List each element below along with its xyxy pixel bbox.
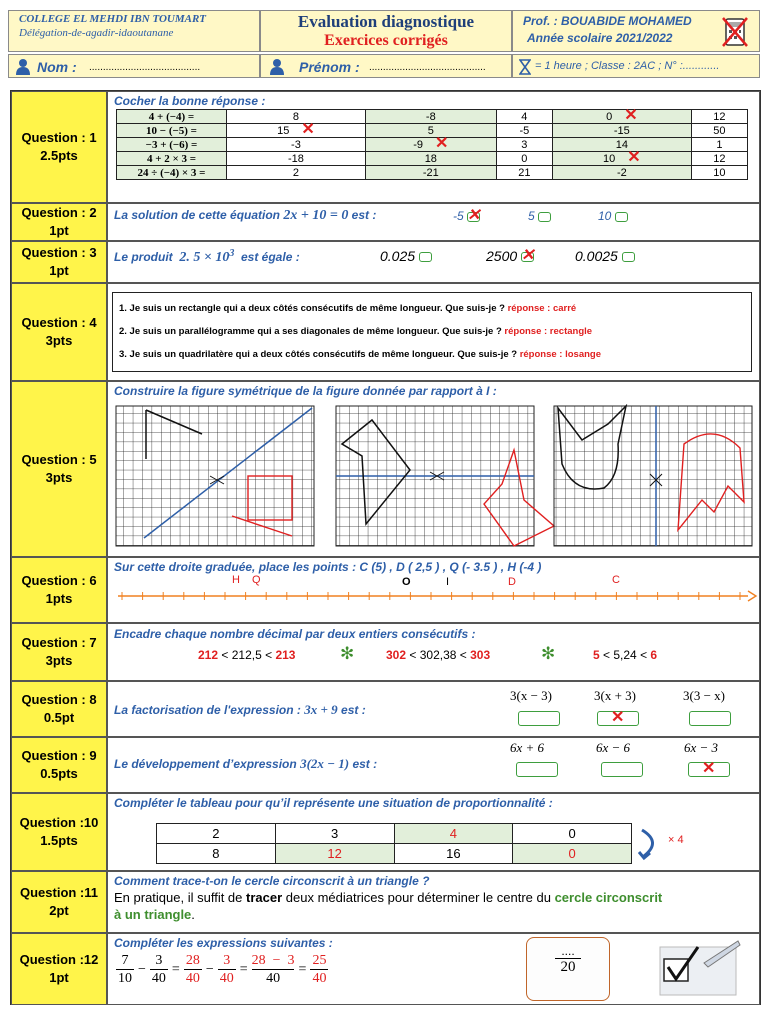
question-11-label: [11, 871, 107, 933]
q9-option-1-text: 6x + 6: [510, 740, 545, 755]
q4-answer: réponse : losange: [519, 349, 602, 360]
q11-highlight: à un triangle: [114, 907, 192, 922]
hourglass-icon: [519, 59, 531, 75]
q4-line-1: [119, 297, 745, 320]
q1-option-cell[interactable]: [552, 107, 691, 124]
q7-high: 6: [650, 648, 658, 662]
question-3-content: [107, 241, 760, 283]
question-3-label: [11, 241, 107, 283]
q1-expression: 24 ÷ (−4) × 3 =: [117, 166, 227, 180]
table-row: [117, 138, 748, 152]
q1-option-cell[interactable]: [365, 166, 496, 180]
score-box: [526, 937, 610, 1001]
question-number: Question : 8: [21, 692, 97, 707]
question-4-label: [11, 283, 107, 381]
question-4-content: [107, 283, 760, 381]
question-points: 2pt: [49, 903, 69, 918]
q7-low: 302: [386, 648, 407, 662]
q1-option-cell[interactable]: [365, 152, 496, 166]
q3-option-text: 2500: [486, 248, 518, 264]
q2-est: est :: [351, 208, 377, 222]
question-points: 1pt: [49, 263, 69, 278]
question-10-label: [11, 793, 107, 871]
q1-option-value: 14: [615, 138, 628, 151]
q1-option-value: -8: [425, 110, 436, 123]
q1-option-cell[interactable]: [691, 138, 747, 152]
table-row: [117, 110, 748, 124]
question-5-label: [11, 381, 107, 557]
q1-option-cell[interactable]: [691, 124, 747, 138]
q10-table: [156, 823, 632, 864]
q7-item-2: [386, 648, 490, 662]
q7-low: 5: [593, 648, 600, 662]
q1-option-cell[interactable]: [227, 166, 366, 180]
q1-option-value: 2: [292, 166, 299, 179]
question-number: Question :11: [19, 885, 99, 900]
q8-option-2-box[interactable]: [597, 711, 639, 726]
q1-option-cell[interactable]: [552, 138, 691, 152]
q1-expression: −3 + (−6) =: [117, 138, 227, 152]
numerator: 28: [185, 953, 200, 968]
q1-option-value: -15: [613, 124, 630, 137]
question-9-label: [11, 737, 107, 793]
q1-option-value: 18: [424, 152, 437, 165]
fraction: [116, 952, 134, 987]
grid-2: [336, 406, 554, 546]
q1-option-cell[interactable]: [691, 110, 747, 124]
question-1-label: [11, 91, 107, 203]
q2-option-1[interactable]: [453, 206, 481, 224]
q4-question: 3. Je suis un quadrilatère qui a deux côtés consécutifs de même longueur. Que suis-je ?: [119, 349, 518, 360]
q3-expression: 2. 5 × 10: [179, 250, 230, 265]
checkbox[interactable]: [615, 212, 628, 222]
prenom-field[interactable]: [260, 54, 512, 78]
question-number: Question : 7: [21, 635, 97, 650]
checkbox[interactable]: [419, 252, 432, 262]
question-number: Question :12: [19, 952, 99, 967]
question-number: Question : 1: [21, 130, 97, 145]
question-2-content: [107, 203, 760, 241]
q8-option-3-text: 3(3 − x): [683, 688, 725, 703]
cross-mark-icon: ✕: [435, 135, 449, 152]
q2-option-2[interactable]: [528, 209, 551, 223]
question-points: 1pts: [45, 591, 73, 606]
q1-option-value: -9: [413, 139, 423, 151]
denominator: 40: [219, 971, 234, 986]
q4-answer: réponse : carré: [507, 303, 577, 314]
numerator: 3: [155, 953, 163, 968]
question-10-content: [107, 793, 760, 871]
fraction: [310, 952, 328, 987]
q2-option-text: 5: [528, 209, 535, 223]
q10-cell: 8: [157, 844, 276, 864]
q1-option-cell[interactable]: [227, 138, 366, 152]
prof-box: [512, 10, 760, 52]
school-year: Année scolaire 2021/2022: [527, 31, 673, 45]
q1-option-cell[interactable]: [227, 121, 366, 138]
calculator-crossed-icon: [721, 16, 749, 48]
q10-cell: 0: [513, 844, 632, 864]
q12-expression: [116, 952, 328, 987]
q1-option-cell[interactable]: [691, 152, 747, 166]
butterfly-icon: ✻: [541, 644, 556, 663]
score-dots: ....: [561, 944, 575, 958]
q4-answer: réponse : rectangle: [504, 326, 593, 337]
numerator: 3: [223, 953, 231, 968]
duration-text: = 1 heure ; Classe : 2AC ; N° :............: [535, 60, 720, 72]
question-8-content: [107, 681, 760, 737]
fraction: [252, 952, 295, 987]
delegation: Délégation-de-agadir-idaoutanane: [19, 27, 174, 39]
cross-mark-icon: ✕: [611, 709, 625, 726]
fraction: [150, 952, 168, 987]
q1-title: Cocher la bonne réponse :: [114, 94, 266, 108]
q7-title: Encadre chaque nombre décimal par deux entiers consécutifs :: [114, 627, 476, 641]
question-6-content: [107, 557, 760, 623]
q1-option-value: 15: [277, 125, 290, 137]
school-box: [8, 10, 260, 52]
q1-option-cell[interactable]: [496, 166, 552, 180]
point-label-o: O: [402, 576, 411, 588]
q8-text: [114, 702, 366, 718]
point-label-i: I: [446, 576, 450, 588]
cross-mark-icon: ✕: [702, 760, 716, 777]
point-label-h: H: [232, 574, 240, 586]
q1-option-value: 50: [713, 124, 726, 137]
q1-option-value: -3: [291, 138, 301, 151]
q8-est: est :: [341, 703, 366, 717]
question-points: 0.5pt: [43, 710, 75, 725]
equals-sign: =: [239, 961, 248, 977]
q8-option-1-text: 3(x − 3): [510, 688, 552, 703]
header: [8, 10, 760, 80]
q3-exponent: 3: [229, 248, 235, 259]
q7-low: 212: [198, 648, 219, 662]
user-icon: [269, 58, 285, 75]
prof-name: Prof. : BOUABIDE MOHAMED: [523, 14, 692, 28]
q2-text: [114, 208, 376, 224]
q3-est: est égale :: [241, 250, 300, 264]
q7-mid: < 302,38 <: [409, 648, 467, 662]
question-1-content: [107, 91, 760, 203]
q1-expression: 4 + 2 × 3 =: [117, 152, 227, 166]
question-7-label: [11, 623, 107, 681]
denominator: 40: [312, 971, 327, 986]
q10-cell: 16: [394, 844, 513, 864]
q2-option-3[interactable]: [598, 209, 628, 223]
q1-option-value: -2: [616, 166, 627, 179]
question-2-label: [11, 203, 107, 241]
fraction: [184, 952, 202, 987]
q7-item-3: [593, 648, 657, 662]
q10-title: Compléter le tableau pour qu’il représente une situation de proportionnalité :: [114, 796, 553, 810]
fraction: [218, 952, 236, 987]
q1-option-cell[interactable]: [552, 166, 691, 180]
q1-expression: 10 − (−5) =: [117, 124, 227, 138]
q11-text: deux médiatrices pour déterminer le centre du: [282, 890, 555, 905]
q1-table: [116, 109, 748, 180]
q9-est: est :: [352, 757, 378, 771]
q1-option-value: -18: [287, 152, 304, 165]
q2-prompt: La solution de cette équation: [114, 208, 281, 222]
q10-factor: [668, 834, 684, 846]
denominator: 40: [151, 971, 166, 986]
question-points: 3pts: [45, 653, 73, 668]
q1-option-value: 12: [713, 152, 726, 165]
nom-field[interactable]: [8, 54, 260, 78]
q1-option-value: 12: [713, 110, 726, 123]
q9-option-3-box[interactable]: [688, 762, 730, 777]
butterfly-icon: ✻: [340, 644, 355, 663]
q8-option-3-box[interactable]: [689, 711, 731, 726]
question-8-label: [11, 681, 107, 737]
checkbox[interactable]: [467, 206, 481, 224]
q2-equation: 2x + 10 = 0: [283, 208, 349, 223]
q1-option-cell[interactable]: [365, 124, 496, 138]
nom-label: Nom :: [37, 59, 77, 75]
q4-question: 2. Je suis un parallélogramme qui a ses diagonales de même longueur. Que suis-je ?: [119, 326, 502, 337]
q7-high: 213: [275, 648, 296, 662]
q10-cell: 12: [275, 844, 394, 864]
page-title: Evaluation diagnostique: [297, 12, 475, 31]
q1-option-cell[interactable]: [227, 152, 366, 166]
cross-mark-icon: ✕: [627, 149, 641, 166]
q1-option-cell[interactable]: [496, 110, 552, 124]
question-number: Question : 4: [21, 315, 97, 330]
page-subtitle: Exercices corrigés: [324, 32, 448, 49]
q1-option-value: -21: [422, 166, 439, 179]
prenom-label: Prénom :: [299, 59, 360, 75]
q5-title: Construire la figure symétrique de la figure donnée par rapport à I :: [114, 384, 497, 398]
question-points: 1.5pts: [40, 833, 78, 848]
q7-high: 303: [470, 648, 491, 662]
question-number: Question : 9: [21, 748, 97, 763]
point-label-d: D: [508, 576, 516, 588]
q10-cell: 2: [157, 824, 276, 844]
q1-option-value: -5: [519, 124, 530, 137]
q4-question: 1. Je suis un rectangle qui a deux côtés consécutifs de même longueur. Que suis-je ?: [119, 303, 505, 314]
checkbox[interactable]: [622, 252, 635, 262]
question-11-content: [107, 871, 760, 933]
number-line: [116, 586, 758, 604]
q3-prompt: Le produit: [114, 250, 173, 264]
q10-factor-value: × 4: [668, 834, 684, 846]
cross-mark-icon: ✕: [521, 247, 535, 265]
q6-title: Sur cette droite graduée, place les points : C (5) , D ( 2,5 ) , Q (- 3.5 ) , H (-4 ): [114, 560, 542, 574]
q1-option-value: 5: [427, 124, 434, 137]
q2-option-text: -5: [453, 209, 464, 223]
title-box: [260, 10, 512, 52]
q1-option-value: 8: [292, 110, 299, 123]
q9-text: [114, 756, 377, 772]
q1-option-cell[interactable]: [691, 166, 747, 180]
q3-option-1[interactable]: [380, 248, 432, 264]
user-icon: [15, 58, 31, 75]
q1-option-cell[interactable]: [552, 149, 691, 166]
q1-option-cell[interactable]: [552, 124, 691, 138]
numerator: 28 − 3: [251, 953, 295, 968]
question-9-content: [107, 737, 760, 793]
q1-option-cell[interactable]: [365, 135, 496, 152]
question-5-content: [107, 381, 760, 557]
q8-expression: 3x + 9: [304, 702, 338, 717]
q4-line-2: [119, 320, 745, 343]
grid-3: [554, 406, 752, 546]
question-12-content: [107, 933, 760, 1005]
q1-option-cell[interactable]: [365, 110, 496, 124]
q11-bold: tracer: [246, 890, 283, 905]
duration-box: [512, 54, 760, 78]
q3-option-3[interactable]: [575, 248, 635, 264]
question-12-label: [11, 933, 107, 1005]
q1-option-cell[interactable]: [496, 138, 552, 152]
q7-mid: < 5,24 <: [603, 648, 648, 662]
question-number: Question : 5: [21, 452, 97, 467]
q10-cell: 3: [275, 824, 394, 844]
q3-option-text: 0.025: [380, 248, 416, 264]
q1-option-value: 1: [716, 138, 723, 151]
q9-option-2-box[interactable]: [601, 762, 643, 777]
q1-option-value: 3: [521, 138, 528, 151]
denominator: 40: [185, 971, 200, 986]
q11-answer: [114, 889, 734, 923]
q1-option-value: 21: [518, 166, 531, 179]
question-points: 0.5pts: [40, 766, 78, 781]
equals-sign: =: [298, 961, 307, 977]
q11-text: En pratique, il suffit de: [114, 890, 247, 905]
q5-figures: [114, 404, 756, 554]
checkmark-paper-icon: [656, 939, 742, 1001]
q1-expression: 4 + (−4) =: [117, 110, 227, 124]
q9-option-3-text: 6x − 3: [684, 740, 719, 755]
checkbox[interactable]: [521, 247, 535, 265]
q1-option-cell[interactable]: [496, 124, 552, 138]
q7-item-1: [198, 648, 295, 662]
minus-sign: −: [205, 961, 214, 977]
q11-highlight: cercle circonscrit: [554, 890, 663, 905]
q3-option-text: 0.0025: [575, 248, 618, 264]
numerator: 7: [121, 953, 129, 968]
q1-option-cell[interactable]: [496, 152, 552, 166]
q11-text: .: [191, 907, 195, 922]
q9-expression: 3(2x − 1): [300, 756, 350, 771]
question-number: Question : 2: [21, 205, 97, 220]
denominator: 40: [252, 969, 294, 987]
q4-line-3: [119, 343, 745, 366]
q12-title: Compléter les expressions suivantes :: [114, 936, 333, 950]
cross-mark-icon: ✕: [301, 121, 315, 138]
cross-mark-icon: ✕: [624, 107, 638, 124]
grid-1: [116, 406, 314, 546]
q9-option-1-box[interactable]: [516, 762, 558, 777]
table-row: [117, 124, 748, 138]
q10-cell: 4: [394, 824, 513, 844]
denominator: 10: [118, 971, 132, 986]
equals-sign: =: [171, 961, 180, 977]
q1-option-value: 4: [521, 110, 528, 123]
college-name: COLLEGE EL MEHDI IBN TOUMART: [19, 13, 207, 25]
table-row: [117, 166, 748, 180]
q1-option-cell[interactable]: [227, 110, 366, 124]
q10-cell: 0: [513, 824, 632, 844]
q2-option-text: 10: [598, 209, 612, 223]
q8-option-1-box[interactable]: [518, 711, 560, 726]
q1-option-value: 10: [603, 153, 616, 165]
q8-option-2-text: 3(x + 3): [594, 688, 636, 703]
q4-riddles: [112, 292, 752, 372]
checkbox[interactable]: [538, 212, 551, 222]
nom-dots: ........................................: [89, 62, 201, 73]
question-number: Question : 3: [21, 245, 97, 260]
q3-text: [114, 248, 300, 266]
table-row: [117, 152, 748, 166]
q1-option-value: 0: [521, 152, 528, 165]
question-number: Question : 6: [21, 573, 97, 588]
question-points: 1pt: [49, 223, 69, 238]
numerator: 25: [312, 953, 327, 968]
question-points: 2.5pts: [40, 148, 78, 163]
question-7-content: [107, 623, 760, 681]
q3-option-2[interactable]: [486, 248, 534, 264]
q8-prompt: La factorisation de l'expression :: [114, 703, 301, 717]
q11-title: Comment trace-t-on le cercle circonscrit à un triangle ?: [114, 874, 430, 888]
question-points: 1pt: [49, 970, 69, 985]
q9-option-2-text: 6x − 6: [596, 740, 631, 755]
q1-option-value: 10: [713, 166, 726, 179]
q7-mid: < 212,5 <: [221, 648, 273, 662]
question-6-label: [11, 557, 107, 623]
minus-sign: −: [138, 961, 146, 977]
curved-arrow-icon: [636, 826, 666, 862]
question-points: 3pts: [45, 470, 73, 485]
prenom-dots: ..........................................: [369, 62, 486, 73]
cross-mark-icon: ✕: [467, 206, 481, 224]
q9-prompt: Le développement d’expression: [114, 757, 297, 771]
question-number: Question :10: [19, 815, 99, 830]
score-total: 20: [555, 958, 581, 976]
q1-option-value: 0: [606, 111, 613, 123]
point-label-c: C: [612, 574, 620, 586]
point-label-q: Q: [252, 574, 261, 586]
question-points: 3pts: [45, 333, 73, 348]
